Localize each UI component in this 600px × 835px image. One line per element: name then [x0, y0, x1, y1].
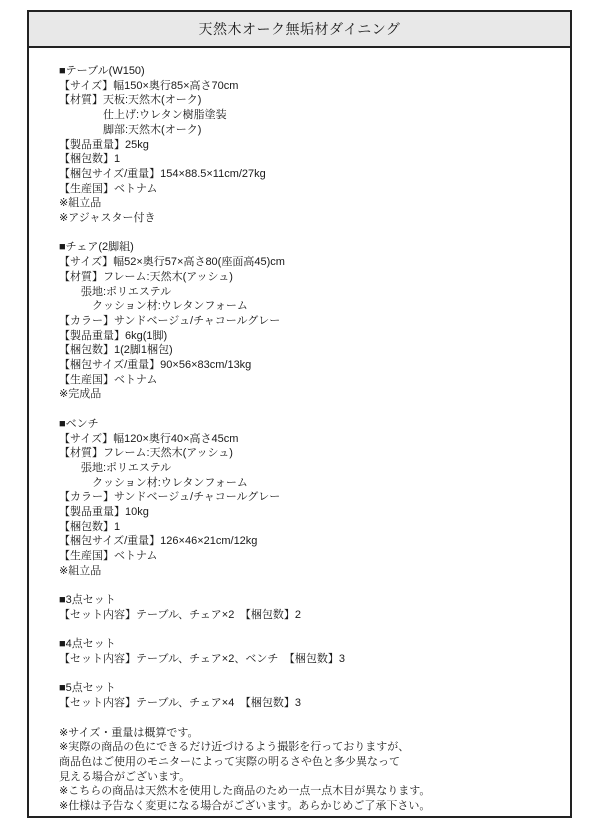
set4-contents: 【セット内容】テーブル、チェア×2、ベンチ 【梱包数】3 — [59, 653, 345, 666]
bench-material: 【材質】フレーム:天然木(アッシュ) — [59, 447, 233, 460]
set4-heading: ■4点セット — [59, 638, 116, 651]
section-set5 — [59, 681, 552, 710]
section-set4 — [59, 637, 552, 666]
chair-size: 【サイズ】幅52×奥行57×高さ80(座面高45)cm — [59, 256, 285, 269]
table-material: 【材質】天板:天然木(オーク) — [59, 94, 202, 107]
bench-size: 【サイズ】幅120×奥行40×高さ45cm — [59, 432, 239, 445]
chair-cushion: クッション材:ウレタンフォーム — [59, 300, 248, 313]
bench-cushion: クッション材:ウレタンフォーム — [59, 476, 248, 489]
set3-heading: ■3点セット — [59, 594, 116, 607]
chair-material: 【材質】フレーム:天然木(アッシュ) — [59, 270, 233, 283]
sheet-header — [29, 12, 570, 48]
page-title: 天然木オーク無垢材ダイニング — [198, 21, 401, 37]
table-country: 【生産国】ベトナム — [59, 182, 158, 195]
chair-fabric: 張地:ポリエステル — [59, 285, 172, 298]
table-weight: 【製品重量】25kg — [59, 138, 149, 151]
bench-color: 【カラー】サンドベージュ/チャコールグレー — [59, 491, 281, 504]
section-chair — [59, 240, 552, 402]
chair-weight: 【製品重量】6kg(1脚) — [59, 329, 168, 342]
chair-country: 【生産国】ベトナム — [59, 373, 158, 386]
set5-contents: 【セット内容】テーブル、チェア×4 【梱包数】3 — [59, 697, 301, 710]
bench-heading: ■ベンチ — [59, 417, 99, 430]
bench-weight: 【製品重量】10kg — [59, 506, 149, 519]
chair-note-finished: ※完成品 — [59, 388, 102, 401]
product-spec-sheet — [27, 10, 572, 818]
bench-country: 【生産国】ベトナム — [59, 550, 158, 563]
note-woodgrain: ※こちらの商品は天然木を使用した商品のため一点一点木目が異なります。 — [59, 785, 431, 798]
section-set3 — [59, 593, 552, 622]
table-finish: 仕上げ:ウレタン樹脂塗装 — [59, 109, 227, 122]
note-approx: ※サイズ・重量は概算です。 — [59, 726, 199, 739]
set5-heading: ■5点セット — [59, 682, 116, 695]
note-color-3: 見える場合がございます。 — [59, 770, 191, 783]
bench-note-assembly: ※組立品 — [59, 564, 102, 577]
table-note-assembly: ※組立品 — [59, 197, 102, 210]
table-package-count: 【梱包数】1 — [59, 153, 121, 166]
note-color-1: ※実際の商品の色にできるだけ近づけるよう撮影を行っておりますが、 — [59, 741, 410, 754]
set3-contents: 【セット内容】テーブル、チェア×2 【梱包数】2 — [59, 608, 301, 621]
note-spec-change: ※仕様は予告なく変更になる場合がございます。あらかじめご了承下さい。 — [59, 800, 431, 813]
bench-package-count: 【梱包数】1 — [59, 520, 121, 533]
table-note-adjuster: ※アジャスター付き — [59, 212, 156, 225]
chair-package-size: 【梱包サイズ/重量】90×56×83cm/13kg — [59, 359, 252, 372]
table-heading: ■テーブル(W150) — [59, 65, 145, 77]
bench-package-size: 【梱包サイズ/重量】126×46×21cm/12kg — [59, 535, 258, 548]
table-size: 【サイズ】幅150×奥行85×高さ70cm — [59, 79, 239, 92]
chair-package-count: 【梱包数】1(2脚1梱包) — [59, 344, 173, 357]
sheet-content — [29, 48, 570, 814]
section-notes — [59, 726, 552, 814]
bench-fabric: 張地:ポリエステル — [59, 461, 172, 474]
chair-color: 【カラー】サンドベージュ/チャコールグレー — [59, 314, 281, 327]
section-table — [59, 64, 552, 226]
note-color-2: 商品色はご使用のモニターによって実際の明るさや色と多少異なって — [59, 755, 400, 768]
chair-heading: ■チェア(2脚組) — [59, 241, 134, 254]
section-bench — [59, 417, 552, 579]
table-package-size: 【梱包サイズ/重量】154×88.5×11cm/27kg — [59, 167, 266, 180]
table-legs: 脚部:天然木(オーク) — [59, 123, 202, 136]
